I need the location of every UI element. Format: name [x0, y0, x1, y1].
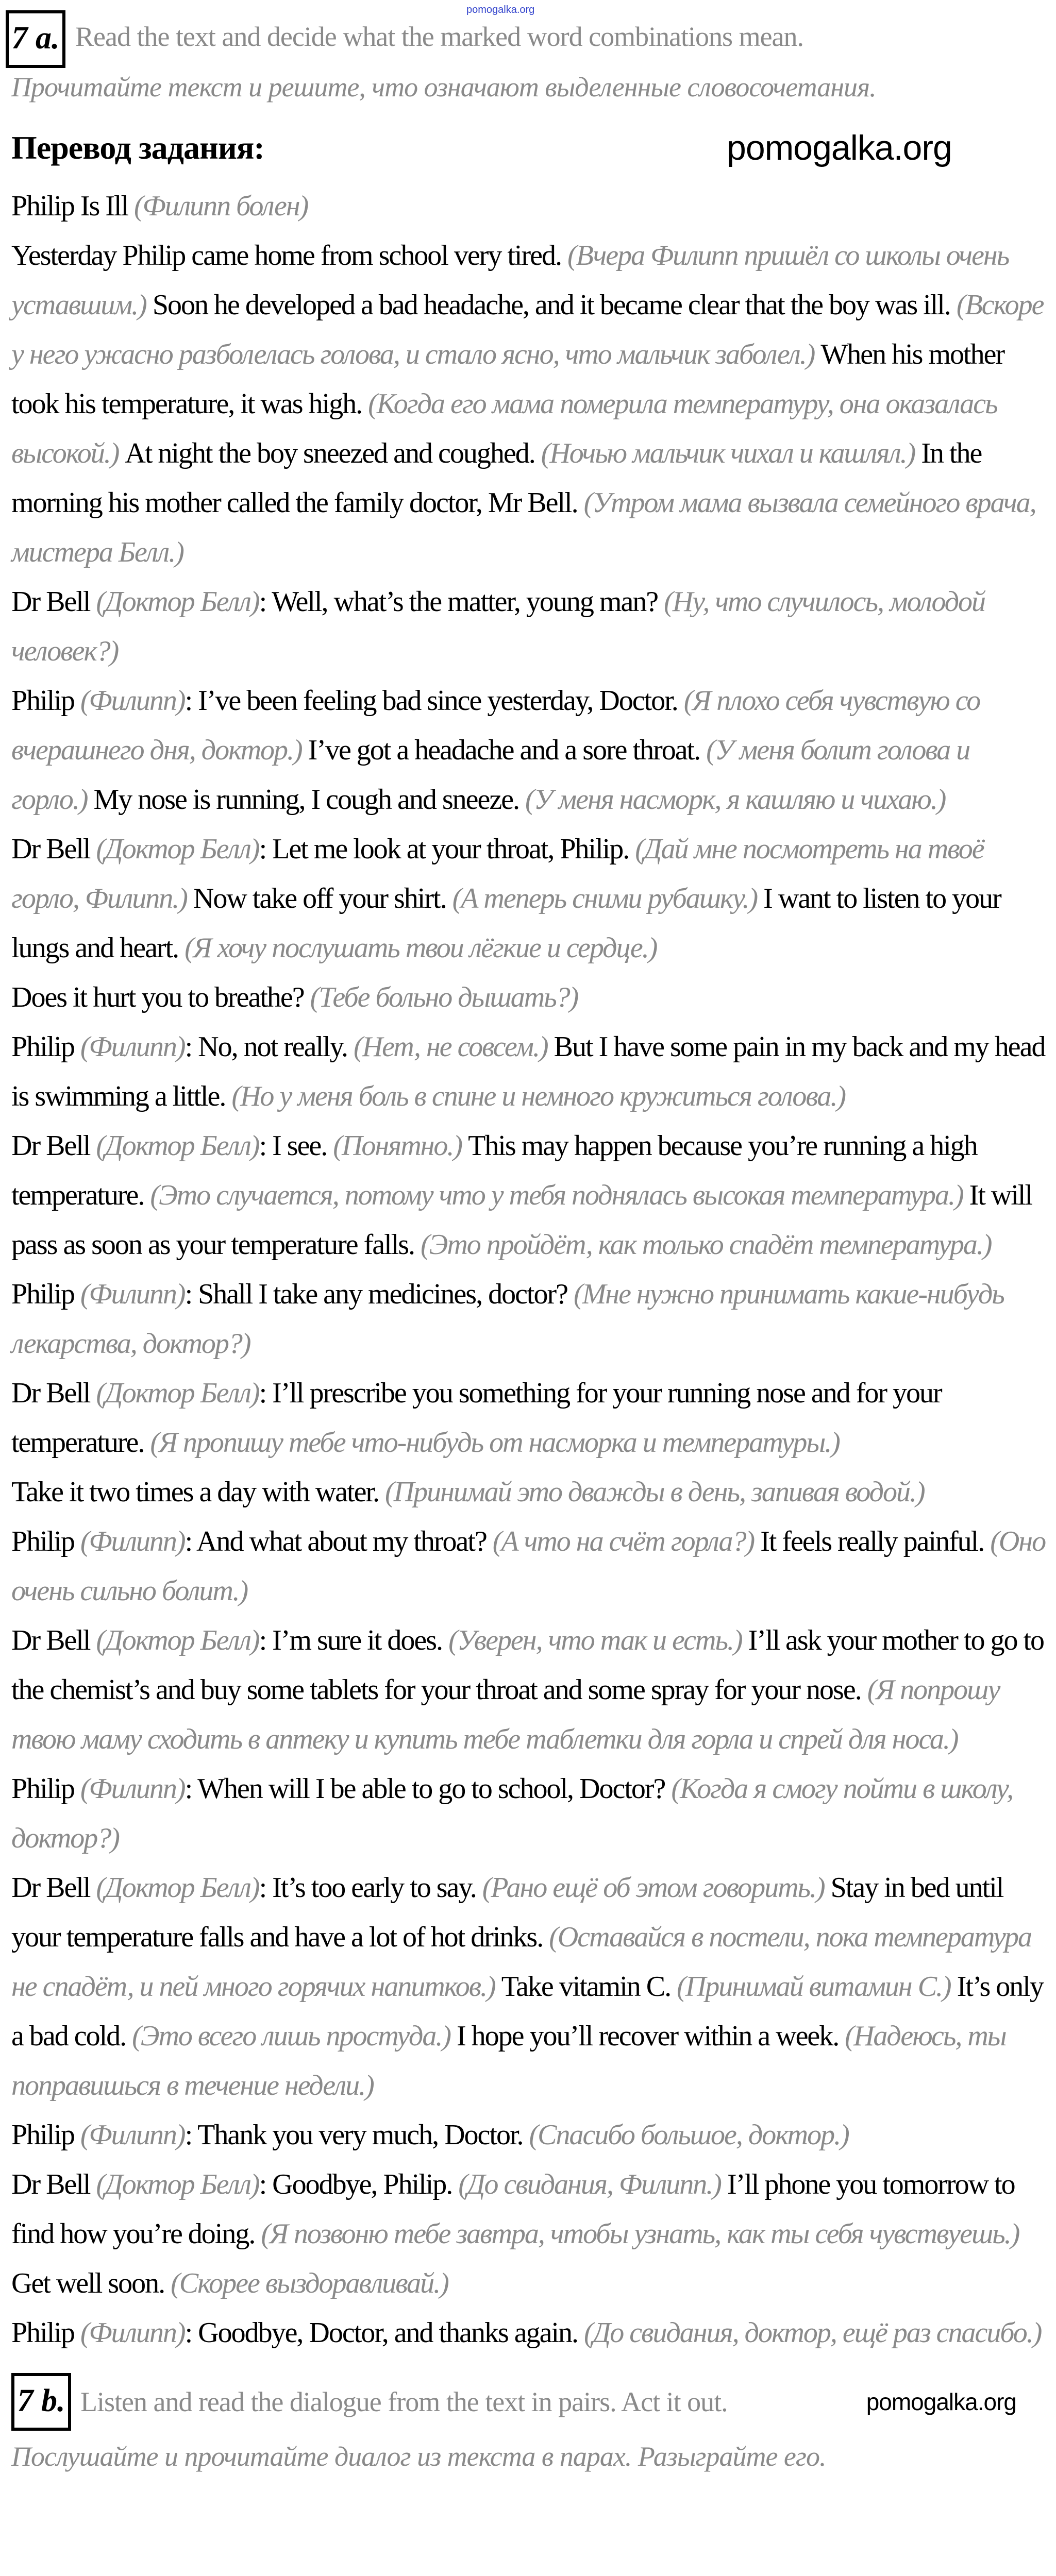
english-text: I’ll phone you tomorrow to find how you’re doing.	[11, 2168, 1015, 2250]
russian-translation: (Я хочу послушать твои лёгкие и сердце.)	[185, 932, 657, 964]
dialogue-paragraph	[11, 973, 1047, 1022]
english-text: Philip Is Ill	[11, 190, 135, 222]
task-7b-label: 7 b.	[11, 2373, 71, 2431]
russian-translation: (Это пройдёт, как только спадёт температура.)	[421, 1229, 992, 1261]
russian-translation: (Доктор Белл)	[96, 586, 259, 618]
russian-translation: (Я попрошу твою маму сходить в аптеку и купить тебе таблетки для горла и спрей для носа.)	[11, 1674, 1000, 1755]
russian-translation: (Я пропишу тебе что-нибудь от насморка и температуры.)	[150, 1427, 840, 1459]
russian-translation: (Филипп)	[80, 2119, 185, 2151]
english-text: My nose is running, I cough and sneeze.	[93, 784, 526, 816]
dialogue-paragraph	[11, 1517, 1047, 1616]
russian-translation: (Скорее выздоравливай.)	[171, 2267, 448, 2299]
russian-translation: (Доктор Белл)	[96, 1377, 259, 1409]
english-text: Does it hurt you to breathe?	[11, 981, 310, 1013]
russian-translation: (Надеюсь, ты поправишься в течение недели.)	[11, 2020, 1006, 2102]
dialogue-text	[11, 181, 1047, 2358]
english-text: This may happen because you’re running a high temperature.	[11, 1130, 977, 1211]
english-text: : No, not really.	[185, 1031, 354, 1063]
english-text: Dr Bell	[11, 1377, 96, 1409]
dialogue-paragraph	[11, 2308, 1047, 2358]
english-text: Now take off your shirt.	[193, 883, 452, 914]
russian-translation: (Когда я смогу пойти в школу, доктор?)	[11, 1773, 1013, 1854]
russian-translation: (А что на счёт горла?)	[492, 1526, 761, 1557]
english-text: Take it two times a day with water.	[11, 1476, 385, 1508]
english-text: Dr Bell	[11, 1130, 96, 1162]
russian-translation: (Филипп)	[80, 1526, 185, 1557]
task-7a-label: 7 a.	[6, 10, 65, 68]
russian-translation: (До свидания, доктор, ещё раз спасибо.)	[584, 2317, 1042, 2349]
dialogue-paragraph	[11, 1368, 1047, 1467]
english-text: Philip	[11, 1278, 80, 1310]
dialogue-paragraph	[11, 2160, 1047, 2308]
dialogue-paragraph	[11, 676, 1047, 824]
watermark: pomogalka.org	[866, 2388, 1016, 2415]
english-text: Philip	[11, 1031, 80, 1063]
russian-translation: (Рано ещё об этом говорить.)	[482, 1872, 831, 1904]
russian-translation: (Оставайся в постели, пока температура не спадёт, и пей много горячих напитков.)	[11, 1921, 1032, 2003]
dialogue-paragraph	[11, 1863, 1047, 2110]
dialogue-paragraph	[11, 1764, 1047, 1863]
english-text: : Shall I take any medicines, doctor?	[185, 1278, 574, 1310]
english-text: Philip	[11, 1526, 80, 1557]
russian-translation: (Принимай это дважды в день, запивая водой.)	[385, 1476, 925, 1508]
english-text: : When will I be able to go to school, Doctor?	[185, 1773, 672, 1805]
russian-translation: (Ночью мальчик чихал и кашлял.)	[541, 437, 921, 469]
english-text: Philip	[11, 685, 80, 717]
task-7b	[11, 2373, 1047, 2477]
russian-translation: (Я позвоню тебе завтра, чтобы узнать, как ты себя чувствуешь.)	[261, 2218, 1019, 2250]
russian-translation: (Спасибо большое, доктор.)	[529, 2119, 849, 2151]
dialogue-paragraph	[11, 824, 1047, 973]
russian-translation: (Это случается, потому что у тебя поднялась высокая температура.)	[150, 1179, 969, 1211]
dialogue-paragraph	[11, 1269, 1047, 1368]
translation-heading: Перевод задания:	[11, 129, 264, 166]
russian-translation: (Принимай витамин С.)	[677, 1971, 957, 2003]
task-7a-instruction-ru: Прочитайте текст и решите, что означают выделенные словосочетания.	[11, 72, 876, 103]
russian-translation: (У меня болит голова и горло.)	[11, 734, 970, 816]
dialogue-paragraph	[11, 1467, 1047, 1517]
english-text: : And what about my throat?	[185, 1526, 493, 1557]
russian-translation: (А теперь сними рубашку.)	[452, 883, 764, 914]
english-text: I’ve got a headache and a sore throat.	[308, 734, 707, 766]
english-text: Dr Bell	[11, 586, 96, 618]
russian-translation: (Но у меня боль в спине и немного кружиться голова.)	[231, 1080, 845, 1112]
russian-translation: (Нет, не совсем.)	[353, 1031, 554, 1063]
english-text: : Goodbye, Doctor, and thanks again.	[185, 2317, 584, 2349]
english-text: Dr Bell	[11, 833, 96, 865]
russian-translation: (Понятно.)	[333, 1130, 468, 1162]
dialogue-paragraph	[11, 577, 1047, 676]
russian-translation: (Филипп)	[80, 1278, 185, 1310]
russian-translation: (Дай мне посмотреть на твоё горло, Филипп.)	[11, 833, 984, 914]
russian-translation: (Филипп)	[80, 2317, 185, 2349]
english-text: I want to listen to your lungs and heart.	[11, 883, 1001, 964]
english-text: It will pass as soon as your temperature falls.	[11, 1179, 1032, 1261]
dialogue-paragraph	[11, 1616, 1047, 1764]
dialogue-paragraph	[11, 1121, 1047, 1269]
task-7a-instruction: Read the text and decide what the marked word combinations mean.	[75, 21, 804, 52]
english-text: Philip	[11, 2119, 80, 2151]
russian-translation: (Доктор Белл)	[96, 1624, 259, 1656]
dialogue-paragraph	[11, 2110, 1047, 2160]
english-text: : It’s too early to say.	[259, 1872, 482, 1904]
russian-translation: (Филипп)	[80, 1773, 185, 1805]
russian-translation: (Филипп)	[80, 1031, 185, 1063]
english-text: Dr Bell	[11, 1624, 96, 1656]
english-text: : I’ve been feeling bad since yesterday, Doctor.	[185, 685, 684, 717]
english-text: In the morning his mother called the family doctor, Mr Bell.	[11, 437, 982, 519]
russian-translation: (Утром мама вызвала семейного врача, мистера Белл.)	[11, 487, 1036, 568]
english-text: I’ll ask your mother to go to the chemist’s and buy some tablets for your throat and some spray for your nose.	[11, 1624, 1044, 1706]
english-text: It’s only a bad cold.	[11, 1971, 1043, 2052]
russian-translation: (Вскоре у него ужасно разболелась голова, и стало ясно, что мальчик заболел.)	[11, 289, 1044, 370]
english-text: When his mother took his temperature, it was high.	[11, 338, 1004, 420]
watermark: pomogalka.org	[727, 128, 952, 167]
english-text: : I’m sure it does.	[259, 1624, 449, 1656]
text-title	[11, 181, 1047, 231]
english-text: Philip	[11, 2317, 80, 2349]
russian-translation: (Оно очень сильно болит.)	[11, 1526, 1046, 1607]
english-text: Soon he developed a bad headache, and it became clear that the boy was ill.	[152, 289, 957, 321]
task-7b-instruction: Listen and read the dialogue from the text in pairs. Act it out.	[80, 2386, 728, 2417]
russian-translation: (Тебе больно дышать?)	[310, 981, 578, 1013]
russian-translation: (Филипп)	[80, 685, 185, 717]
english-text: : I see.	[259, 1130, 333, 1162]
english-text: At night the boy sneezed and coughed.	[125, 437, 541, 469]
english-text: Yesterday Philip came home from school very tired.	[11, 240, 567, 272]
content	[11, 181, 1047, 2477]
russian-translation: (Доктор Белл)	[96, 1130, 259, 1162]
english-text: : Well, what’s the matter, young man?	[259, 586, 664, 618]
russian-translation: (Это всего лишь простуда.)	[132, 2020, 457, 2052]
english-text: But I have some pain in my back and my head is swimming a little.	[11, 1031, 1045, 1112]
english-text: : I’ll prescribe you something for your running nose and for your temperature.	[11, 1377, 942, 1459]
russian-translation: (Филипп болен)	[134, 190, 308, 222]
russian-translation: (Я плохо себя чувствую со вчерашнего дня, доктор.)	[11, 685, 980, 766]
task-7b-instruction-ru: Послушайте и прочитайте диалог из текста в парах. Разыграйте его.	[11, 2441, 826, 2472]
english-text: Philip	[11, 1773, 80, 1805]
russian-translation: (Доктор Белл)	[96, 833, 259, 865]
english-text: Dr Bell	[11, 2168, 96, 2200]
english-text: : Thank you very much, Doctor.	[185, 2119, 529, 2151]
russian-translation: (До свидания, Филипп.)	[458, 2168, 727, 2200]
english-text: It feels really painful.	[760, 1526, 991, 1557]
english-text: Take vitamin C.	[501, 1971, 677, 2003]
russian-translation: (Уверен, что так и есть.)	[448, 1624, 748, 1656]
russian-translation: (У меня насморк, я кашляю и чихаю.)	[525, 784, 946, 816]
russian-translation: (Ну, что случилось, молодой человек?)	[11, 586, 985, 667]
dialogue-paragraph	[11, 1022, 1047, 1121]
english-text: Get well soon.	[11, 2267, 171, 2299]
russian-translation: (Доктор Белл)	[96, 1872, 259, 1904]
russian-translation: (Вчера Филипп пришёл со школы очень уставшим.)	[11, 240, 1009, 321]
english-text: I hope you’ll recover within a week.	[457, 2020, 845, 2052]
dialogue-paragraph	[11, 231, 1047, 577]
english-text: Stay in bed until your temperature falls and have a lot of hot drinks.	[11, 1872, 1003, 1953]
english-text: Dr Bell	[11, 1872, 96, 1904]
task-7b-header	[11, 2373, 1047, 2431]
russian-translation: (Мне нужно принимать какие-нибудь лекарства, доктор?)	[11, 1278, 1004, 1360]
english-text: : Goodbye, Philip.	[259, 2168, 459, 2200]
russian-translation: (Когда его мама померила температуру, она оказалась высокой.)	[11, 388, 997, 469]
english-text: : Let me look at your throat, Philip.	[259, 833, 635, 865]
top-watermark: pomogalka.org	[466, 4, 535, 15]
russian-translation: (Доктор Белл)	[96, 2168, 259, 2200]
